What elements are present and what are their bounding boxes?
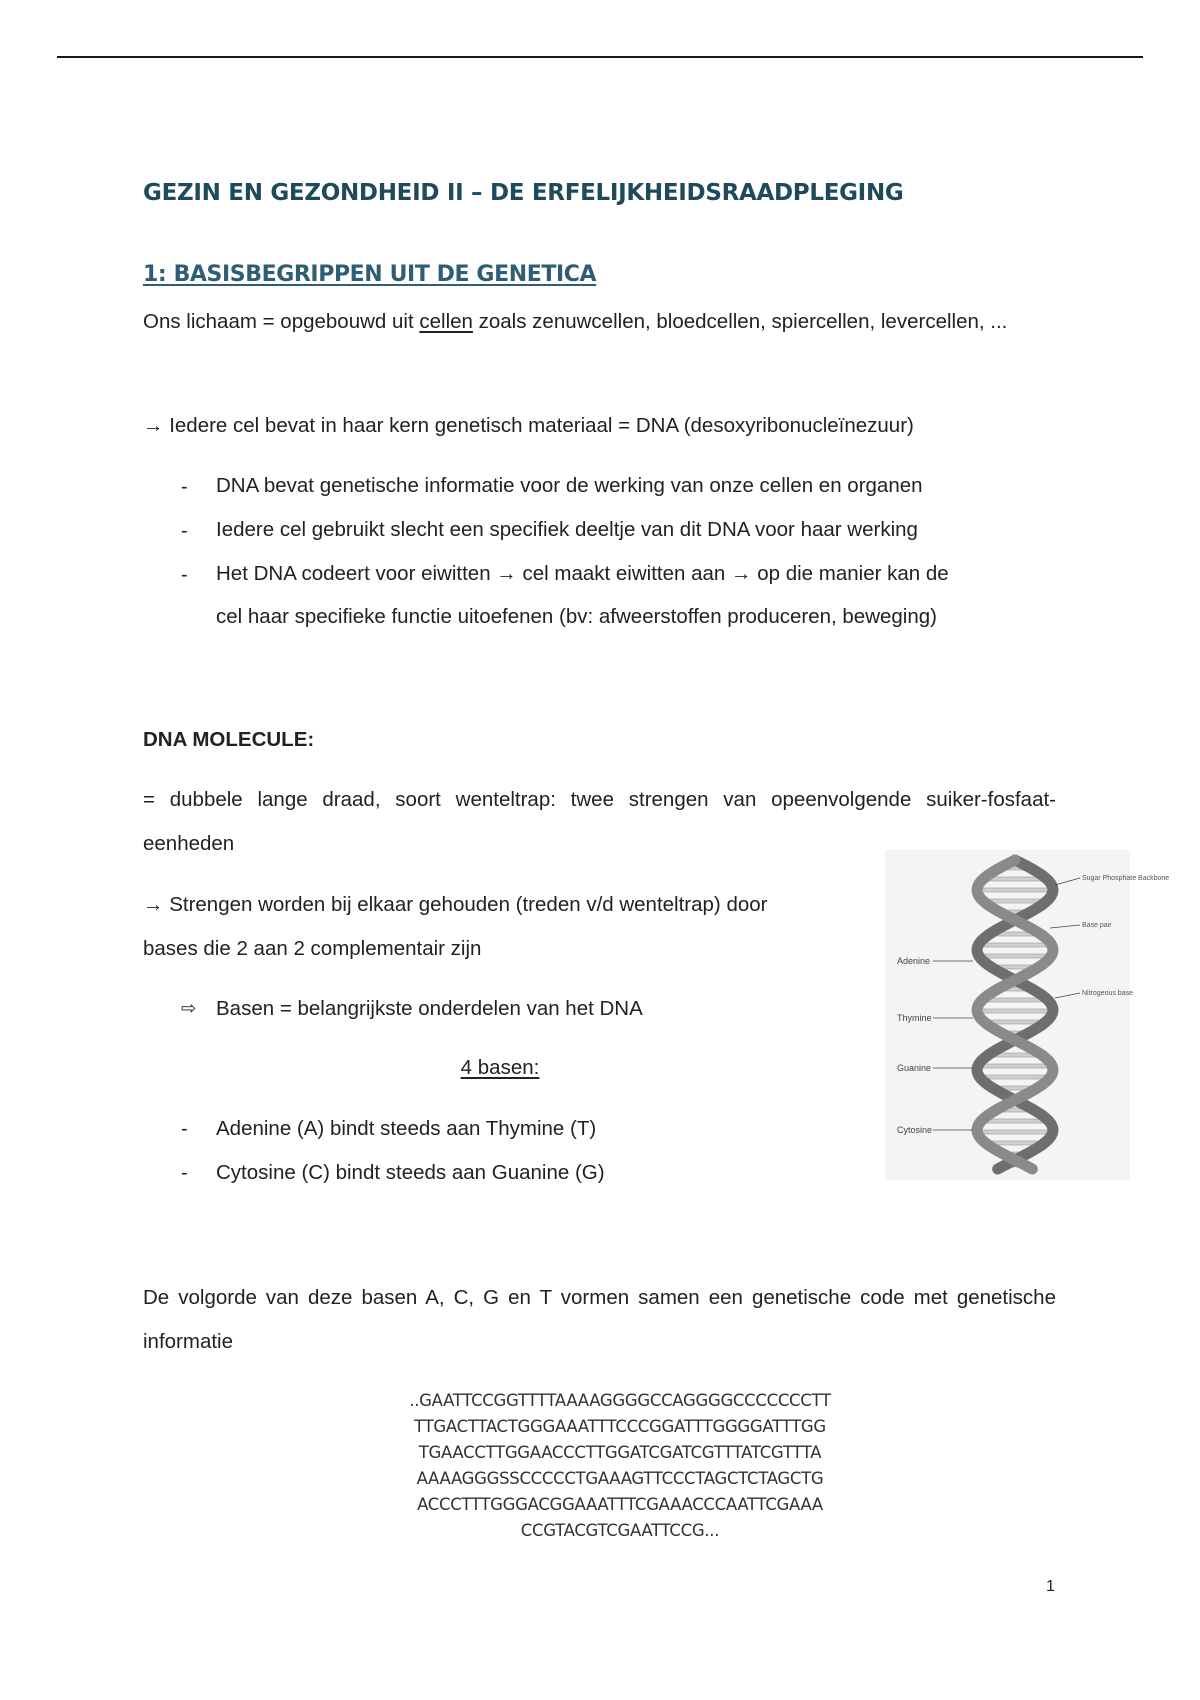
base-pair-item: Adenine (A) bindt steeds aan Thymine (T) [216,1117,597,1140]
strands-line-2: bases die 2 aan 2 complementair zijn [143,937,482,960]
base-pair-rung [977,1130,1053,1134]
basen-line: Basen = belangrijkste onderdelen van het DNA [216,997,643,1020]
label-backbone: Sugar Phosphate Backbone [1082,875,1170,882]
page-number: 1 [1046,1578,1055,1595]
base-pair-rung [979,954,1051,958]
base-pair-rung [980,1075,1051,1079]
four-bases-heading: 4 basen: [460,1056,540,1079]
bullet-marker: - [181,476,188,498]
label-adenine: Adenine [897,956,931,966]
base-pair-rung [978,943,1051,947]
bullet-item: Iedere cel gebruikt slecht een specifiek deeltje van dit DNA voor haar werking [216,518,918,541]
bullet-item-continuation: cel haar specifieke functie uitoefenen (bv: afweerstoffen produceren, beweging) [216,605,937,628]
label-thymine: Thymine [897,1013,932,1023]
intro-after: zoals zenuwcellen, bloedcellen, spiercellen, levercellen, ... [472,310,1008,333]
dna-molecule-heading: DNA MOLECULE: [143,728,315,751]
page-title: GEZIN EN GEZONDHEID II – DE ERFELIJKHEIDSRAADPLEGING [143,180,904,206]
sequence-line: TGAACCTTGGAACCCTTGGATCGATCGTTTATCGTTTA [418,1443,822,1462]
bullet-item: DNA bevat genetische informatie voor de werking van onze cellen en organen [216,474,923,497]
bullet-marker: - [181,1162,188,1184]
dna-arrow-line: → Iedere cel bevat in haar kern genetisch materiaal = DNA (desoxyribonucleïnezuur) [143,414,914,437]
bullet-marker: - [181,564,188,586]
sequence-line: AAAAGGGSSCCCCCTGAAAGTTCCCTAGCTCTAGCTG [416,1469,824,1488]
bullet-marker: - [181,1118,188,1140]
sequence-line: ACCCTTTGGGACGGAAATTTCGAAACCCAATTCGAAA [417,1495,823,1514]
bullet-marker: - [181,520,188,542]
top-rule [57,56,1143,58]
sequence-line: TTGACTTACTGGGAAATTTCCCGGATTTGGGGATTTGG [414,1417,826,1436]
base-pair-rung [981,1119,1049,1123]
base-pair-rung [978,1064,1052,1068]
intro-before: Ons lichaam = opgebouwd uit [143,310,420,333]
dna-sequence [320,1388,920,1544]
intro-underlined: cellen [419,310,473,333]
dna-definition: = dubbele lange draad, soort wenteltrap: twee strengen van opeenvolgende suiker-fosfaat-eenheden [143,788,1056,855]
arrow-bullet-icon: ⇨ [181,998,197,1018]
sequence-line: ..GAATTCCGGTTTTAAAAGGGGCCAGGGGCCCCCCCTT [409,1391,831,1410]
sequence-line: CCGTACGTCGAATTCCG... [520,1521,720,1540]
label-nitrogeous-base: Nitrogeous base [1082,990,1133,997]
sequence-intro: De volgorde van deze basen A, C, G en T vormen samen een genetische code met genetische informatie [143,1286,1056,1353]
label-base-pair: Base pair [1082,922,1112,929]
dna-helix-figure [885,850,1170,1180]
base-pair-rung [977,1009,1053,1013]
bullet-item: Het DNA codeert voor eiwitten → cel maakt eiwitten aan → op die manier kan de [216,562,949,585]
strands-line-1: → Strengen worden bij elkaar gehouden (treden v/d wenteltrap) door [143,893,768,916]
base-pair-rung [977,888,1053,892]
label-guanine: Guanine [897,1063,932,1073]
section-heading: 1: BASISBEGRIPPEN UIT DE GENETICA [143,262,597,287]
label-cytosine: Cytosine [897,1125,933,1135]
intro-paragraph [143,300,1056,344]
base-pair-item: Cytosine (C) bindt steeds aan Guanine (G) [216,1161,605,1184]
